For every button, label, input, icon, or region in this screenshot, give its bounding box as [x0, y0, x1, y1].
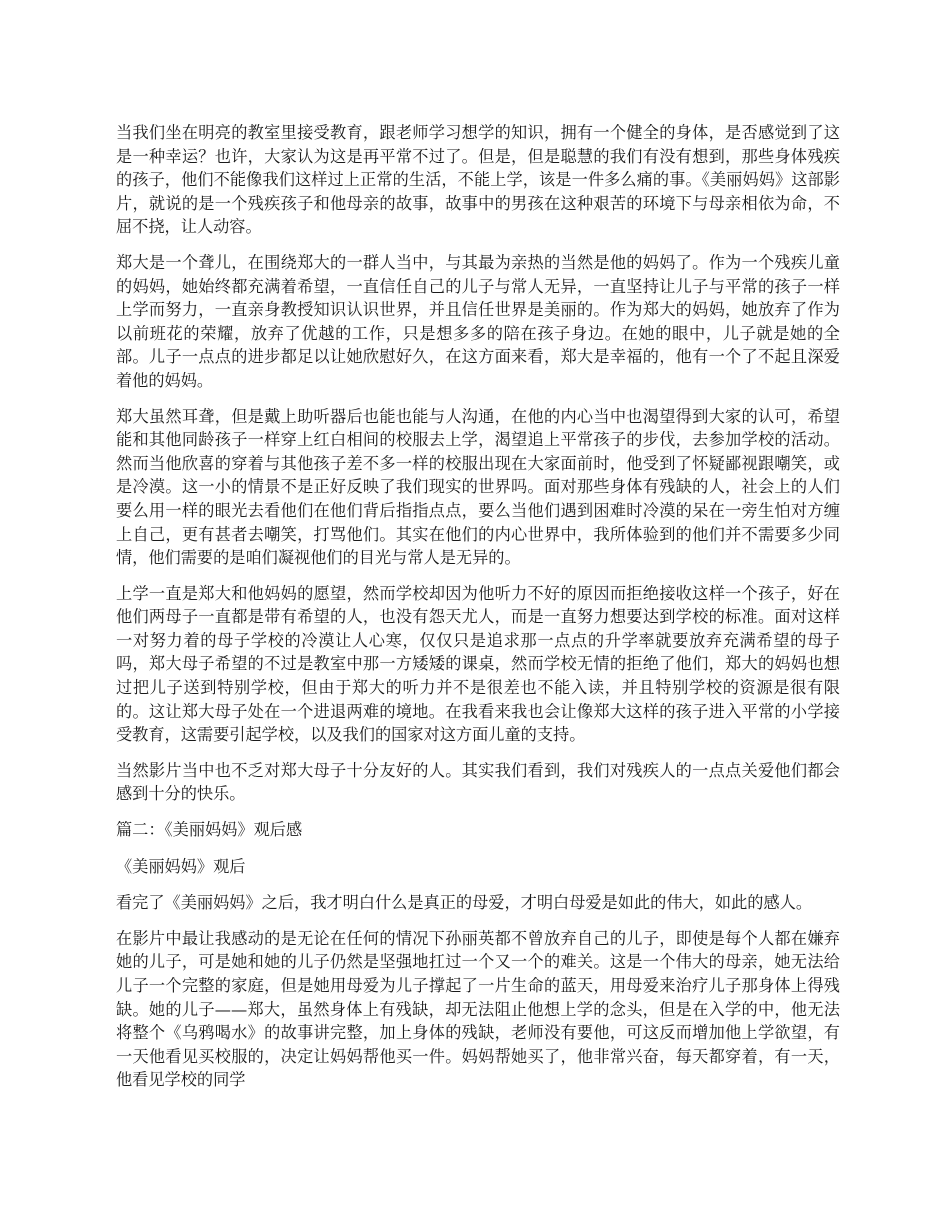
paragraph-maternal-love: 看完了《美丽妈妈》之后，我才明白什么是真正的母爱，才明白母爱是如此的伟大，如此的感人。 — [116, 893, 813, 913]
document-body — [116, 121, 840, 1104]
paragraph-deaf-boy: 郑大虽然耳聋，但是戴上助听器后也能也能与人沟通，在他的内心当中也渴望得到大家的认可，希望能和其他同龄孩子一样穿上红白相间的校服去上学，渴望追上平常孩子的步伐，去参加学校的活动。然而当他欣喜的穿着与其他孩子差不多一样的校服出现在大家面前时，他受到了怀疑鄙视跟嘲笑，或是冷漠。这一小的情景不是正好反映了我们现实的世界吗。面对那些身体有残缺的人，社会上的人们要么用一样的眼光去看他们在他们背后指指点点，要么当他们遇到困难时冷漠的呆在一旁生怕对方缠上自己，更有甚者去嘲笑，打骂他们。其实在他们的内心世界中，我所体验到的他们并不需要多少同情，他们需要的是咱们凝视他们的目光与常人是无异的。 — [116, 406, 840, 568]
paragraph-intro: 当我们坐在明亮的教室里接受教育，跟老师学习想学的知识，拥有一个健全的身体，是否感觉到了这是一种幸运？也许，大家认为这是再平常不过了。但是，但是聪慧的我们有没有想到，那些身体残疾的孩子，他们不能像我们这样过上正常的生活，不能上学，该是一件多么痛的事。《美丽妈妈》这部影片，就说的是一个残疾孩子和他母亲的故事，故事中的男孩在这种艰苦的环境下与母亲相依为命，不屈不挠，让人动容。 — [116, 123, 840, 237]
essay-title: 《美丽妈妈》观后 — [116, 856, 246, 876]
section-heading: 篇二：《美丽妈妈》观后感 — [116, 820, 303, 840]
paragraph-school: 上学一直是郑大和他妈妈的愿望，然而学校却因为他听力不好的原因而拒绝接收这样一个孩子，好在他们两母子一直都是带有希望的人，也没有怨天尤人，而是一直努力想要达到学校的标准。面对这样一对努力着的母子学校的冷漠让人心寒，仅仅只是追求那一点点的升学率就要放弃充满希望的母子吗，郑大母子希望的不过是教室中那一方矮矮的课桌，然而学校无情的拒绝了他们，郑大的妈妈也想过把儿子送到特别学校，但由于郑大的听力并不是很差也不能入读，并且特别学校的资源是很有限的。这让郑大母子处在一个进退两难的境地。在我看来我也会让像郑大这样的孩子进入平常的小学接受教育，这需要引起学校，以及我们的国家对这方面儿童的支持。 — [116, 583, 840, 745]
paragraph-kindness: 当然影片当中也不乏对郑大母子十分友好的人。其实我们看到，我们对残疾人的一点点关爱他们都会感到十分的快乐。 — [116, 760, 840, 804]
paragraph-mother: 郑大是一个聋儿，在围绕郑大的一群人当中，与其最为亲热的当然是他的妈妈了。作为一个残疾儿童的妈妈，她始终都充满着希望，一直信任自己的儿子与常人无异，一直坚持让儿子与平常的孩子一样上学而努力，一直亲身教授知识认识世界，并且信任世界是美丽的。作为郑大的妈妈，她放弃了作为以前班花的荣耀，放弃了优越的工作，只是想多多的陪在孩子身边。在她的眼中，儿子就是她的全部。儿子一点点的进步都足以让她欣慰好久，在这方面来看，郑大是幸福的，他有一个了不起且深爱着他的妈妈。 — [116, 252, 840, 390]
paragraph-film-moment: 在影片中最让我感动的是无论在任何的情况下孙丽英都不曾放弃自己的儿子，即使是每个人都在嫌弃她的儿子，可是她和她的儿子仍然是坚强地扛过一个又一个的难关。这是一个伟大的母亲，她无法给儿子一个完整的家庭，但是她用母爱为儿子撑起了一片生命的蓝天，用母爱来治疗儿子那身体上得残缺。她的儿子——郑大，虽然身体上有残缺，却无法阻止他想上学的念头，但是在入学的中，他无法将整个《乌鸦喝水》的故事讲完整，加上身体的残缺，老师没有要他，可这反而增加他上学欲望，有一天他看见买校服的，决定让妈妈帮他买一件。妈妈帮她买了，他非常兴奋，每天都穿着，有一天，他看见学校的同学 — [116, 928, 840, 1090]
